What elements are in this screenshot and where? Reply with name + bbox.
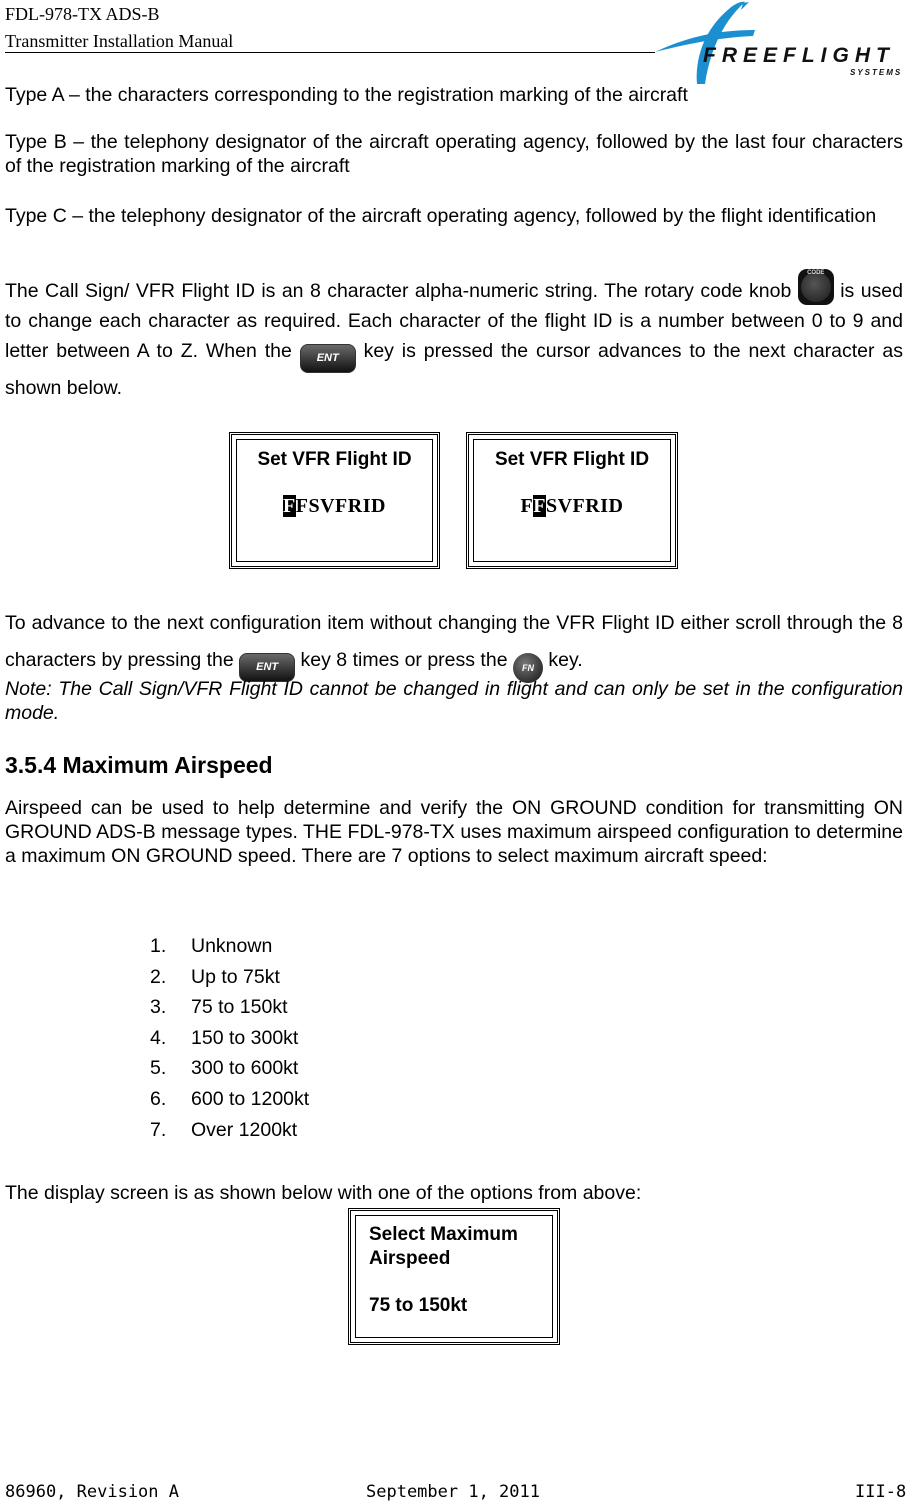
callsign-text-2: is used to change each character as required. Each character of the flight ID is a number between 0 to 9 and letter between A to Z. When the bbox=[5, 280, 903, 362]
header-doc-title: FDL-978-TX ADS-B bbox=[5, 4, 160, 24]
logo-wordmark: FREEFLIGHT bbox=[703, 44, 895, 67]
fn-key-icon: FN bbox=[513, 653, 543, 683]
list-item: 4. 150 to 300kt bbox=[150, 1026, 299, 1049]
type-a-paragraph: Type A – the characters corresponding to the registration marking of the aircraft bbox=[5, 84, 688, 106]
lcd-screen-2-title: Set VFR Flight ID bbox=[494, 449, 650, 470]
callsign-text-3: key is pressed the cursor advances to the next character as shown below. bbox=[5, 340, 903, 399]
code-knob-icon: CODE bbox=[798, 269, 834, 305]
advance-paragraph bbox=[5, 605, 903, 683]
airspeed-paragraph: Airspeed can be used to help determine and verify the ON GROUND condition for transmitting ON GROUND ADS-B message types. THE FDL-978-TX uses maximum airspeed configuration to determine a maximum ON GROUND speed. There are 7 options to select maximum aircraft speed: bbox=[5, 797, 903, 867]
cursor-character: F bbox=[533, 495, 546, 517]
display-paragraph: The display screen is as shown below with one of the options from above: bbox=[5, 1182, 642, 1204]
airspeed-options-list bbox=[150, 931, 309, 1145]
list-item: 7. Over 1200kt bbox=[150, 1118, 298, 1141]
footer-page-number: III-8 bbox=[855, 1482, 907, 1502]
lcd-screen-2-value: FFSVFRID bbox=[520, 495, 624, 517]
header-rule bbox=[5, 52, 655, 53]
footer-doc-number: 86960, Revision A bbox=[5, 1482, 179, 1502]
list-item: 2. Up to 75kt bbox=[150, 965, 280, 988]
lcd-screen-3-value: 75 to 150kt bbox=[369, 1295, 468, 1316]
lcd-screen-1-title: Set VFR Flight ID bbox=[257, 449, 412, 470]
list-item: 1. Unknown bbox=[150, 935, 273, 957]
lcd-screen-flight-id-1 bbox=[229, 432, 440, 569]
type-b-paragraph: Type B – the telephony designator of the aircraft operating agency, followed by the last four characters of the registration marking of the aircraft bbox=[5, 131, 903, 177]
logo-subtext: SYSTEMS bbox=[850, 68, 903, 77]
freeflight-logo bbox=[645, 0, 907, 84]
list-item: 5. 300 to 600kt bbox=[150, 1057, 299, 1080]
ent-key-icon: ENT bbox=[239, 653, 295, 682]
cursor-character: F bbox=[283, 495, 296, 517]
section-heading: 3.5.4 Maximum Airspeed bbox=[5, 752, 273, 778]
callsign-text-1: The Call Sign/ VFR Flight ID is an 8 character alpha-numeric string. The rotary code knob bbox=[5, 280, 792, 302]
lcd-screen-max-airspeed bbox=[348, 1208, 560, 1345]
lcd-screen-flight-id-2 bbox=[466, 432, 678, 569]
advance-text-2: key 8 times or press the bbox=[300, 649, 508, 671]
callsign-paragraph bbox=[5, 269, 903, 403]
list-item: 6. 600 to 1200kt bbox=[150, 1087, 310, 1110]
type-c-paragraph: Type C – the telephony designator of the aircraft operating agency, followed by the flight identification bbox=[5, 205, 877, 227]
footer-date: September 1, 2011 bbox=[366, 1482, 540, 1502]
ent-key-icon: ENT bbox=[300, 344, 356, 373]
lcd-screen-3-title: Select Maximum Airspeed bbox=[369, 1224, 518, 1269]
header-doc-subtitle: Transmitter Installation Manual bbox=[5, 31, 234, 51]
advance-text-1: To advance to the next configuration item without changing the VFR Flight ID either scroll through the 8 characters by pressing the bbox=[5, 612, 903, 671]
note-paragraph: Note: The Call Sign/VFR Flight ID cannot be changed in flight and can only be set in the configuration mode. bbox=[5, 678, 903, 724]
lcd-screen-1-value: FFSVFRID bbox=[283, 495, 386, 517]
list-item: 3. 75 to 150kt bbox=[150, 996, 288, 1019]
advance-text-3: key. bbox=[548, 649, 583, 671]
